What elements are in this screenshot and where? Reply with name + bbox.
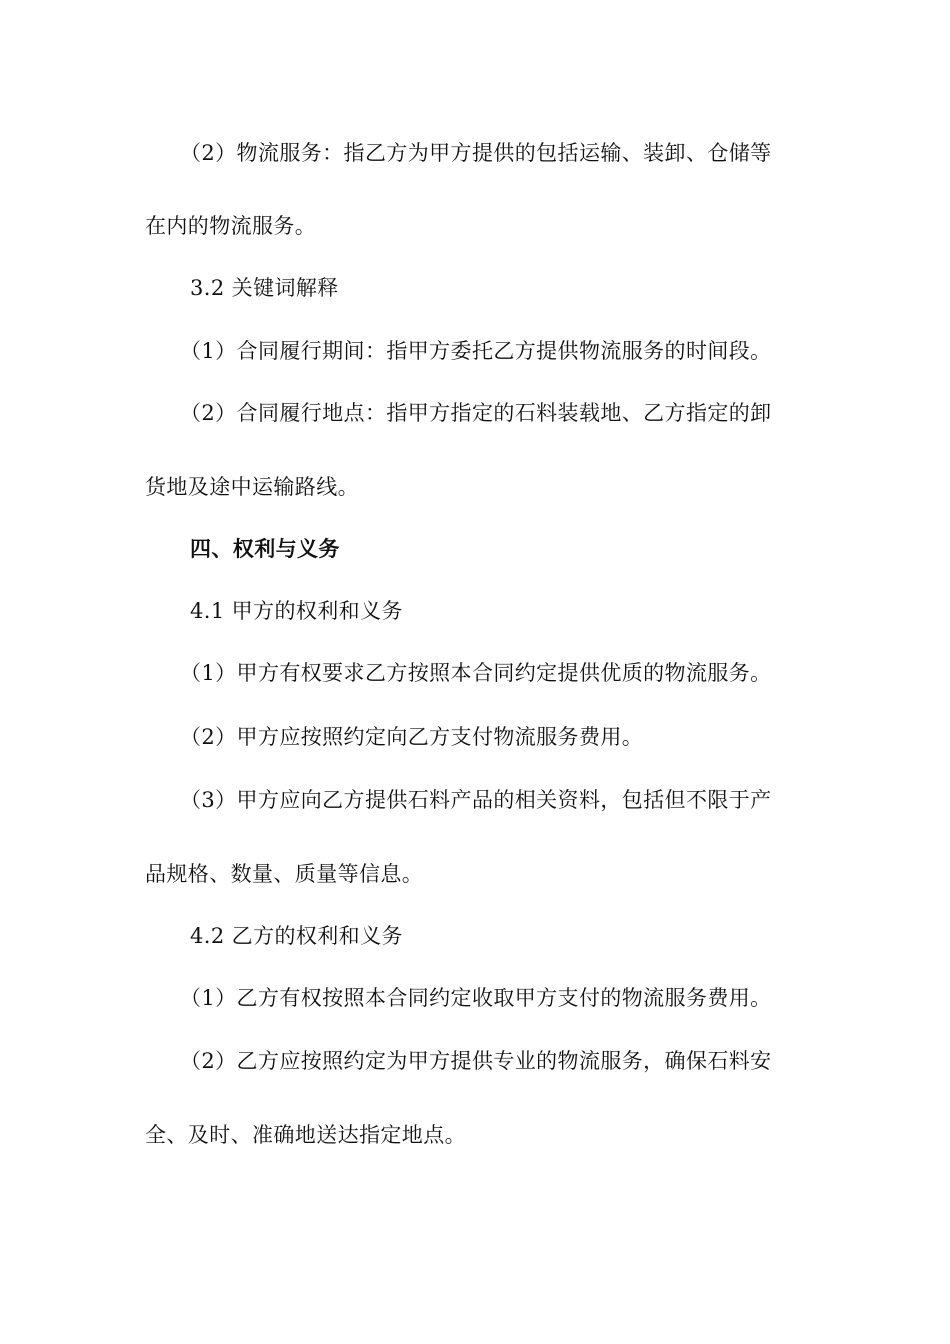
section-subheading: 4.2 乙方的权利和义务: [190, 924, 403, 948]
paragraph-line: （2）甲方应按照约定向乙方支付物流服务费用。: [180, 725, 644, 749]
paragraph-line: （1）合同履行期间：指甲方委托乙方提供物流服务的时间段。: [180, 339, 772, 363]
paragraph-line: 全、及时、准确地送达指定地点。: [145, 1123, 466, 1147]
section-subheading: 3.2 关键词解释: [190, 276, 339, 300]
paragraph-line: （2）物流服务：指乙方为甲方提供的包括运输、装卸、仓储等: [180, 141, 772, 165]
paragraph-line: 货地及途中运输路线。: [145, 475, 359, 499]
paragraph-line: （1）甲方有权要求乙方按照本合同约定提供优质的物流服务。: [180, 661, 772, 685]
paragraph-line: （1）乙方有权按照本合同约定收取甲方支付的物流服务费用。: [180, 986, 772, 1010]
section-subheading: 4.1 甲方的权利和义务: [190, 599, 403, 623]
paragraph-line: （2）乙方应按照约定为甲方提供专业的物流服务，确保石料安: [180, 1049, 772, 1073]
paragraph-line: 在内的物流服务。: [145, 214, 317, 238]
paragraph-line: 品规格、数量、质量等信息。: [145, 862, 424, 886]
paragraph-line: （3）甲方应向乙方提供石料产品的相关资料，包括但不限于产: [180, 788, 772, 812]
paragraph-line: （2）合同履行地点：指甲方指定的石料装载地、乙方指定的卸: [180, 401, 772, 425]
section-heading: 四、权利与义务: [190, 536, 340, 561]
